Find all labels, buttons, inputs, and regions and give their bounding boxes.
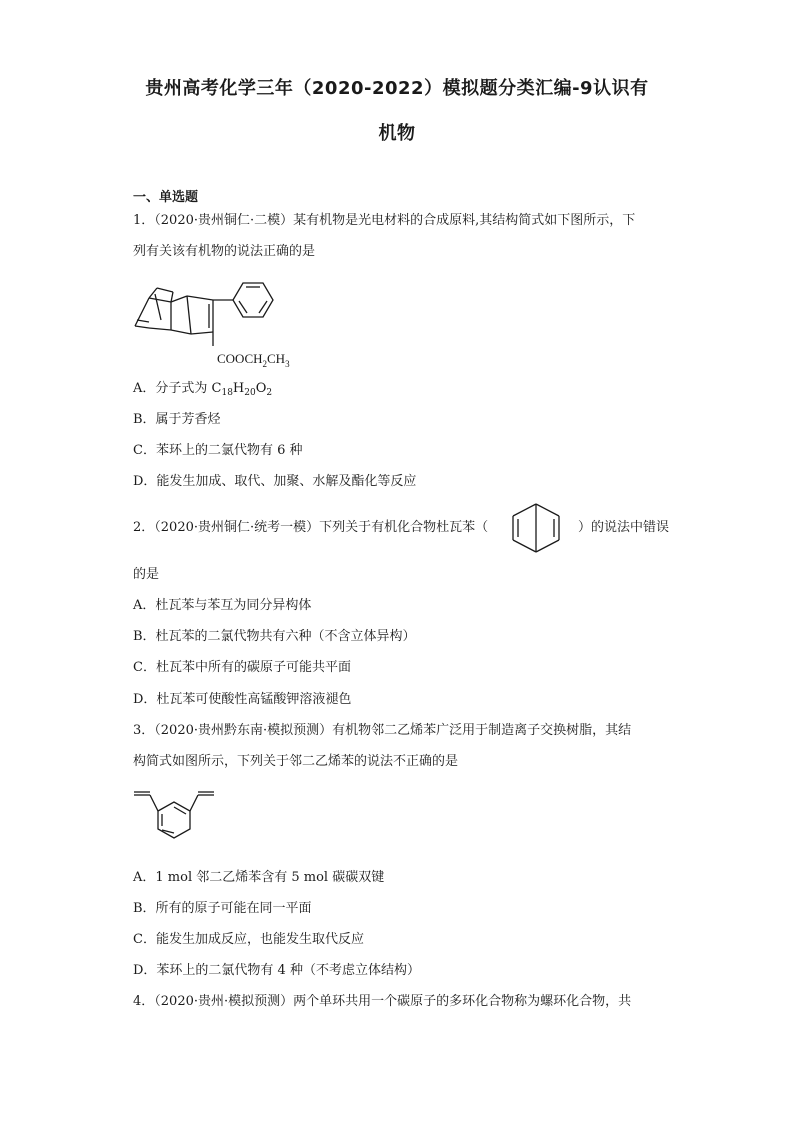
q3-option-d: D．苯环上的二氯代物有 4 种（不考虑立体结构）: [133, 963, 420, 978]
q1-stem-line-1: 1．（2020·贵州铜仁·二模）某有机物是光电材料的合成原料,其结构简式如下图所示，下: [133, 213, 636, 228]
q1-struct-label-sub2: 3: [285, 359, 290, 369]
section-heading: 一、单选题: [133, 190, 199, 205]
document-title: [110, 66, 684, 156]
q1-struct-label-main: COOCH: [217, 351, 263, 366]
svg-text:COOCH2CH3: [217, 351, 290, 369]
q1-option-d: D．能发生加成、取代、加聚、水解及酯化等反应: [133, 474, 417, 489]
title-line-1: 贵州高考化学三年（2020-2022）模拟题分类汇编-9认识有: [145, 78, 649, 99]
q2-stem-line-1b: ）的说法中错误: [578, 520, 670, 535]
q2-option-b: B．杜瓦苯的二氯代物共有六种（不含立体异构）: [133, 629, 416, 644]
q2-dewar-benzene-diagram: [503, 500, 569, 556]
q2-option-d: D．杜瓦苯可使酸性高锰酸钾溶液褪色: [133, 692, 352, 707]
q3-option-c: C．能发生加成反应，也能发生取代反应: [133, 932, 364, 947]
q1-structure-diagram: [125, 270, 325, 380]
q1-option-b: B．属于芳香烃: [133, 412, 221, 427]
q1-stem-line-2: 列有关该有机物的说法正确的是: [133, 244, 316, 259]
q2-option-a: A．杜瓦苯与苯互为同分异构体: [133, 598, 312, 613]
q2-stem-line-1a: 2．（2020·贵州铜仁·统考一模）下列关于有机化合物杜瓦苯（: [133, 520, 489, 535]
q2-stem-line-2: 的是: [133, 567, 160, 582]
q3-option-b: B．所有的原子可能在同一平面: [133, 901, 312, 916]
title-line-2: 机物: [378, 123, 416, 144]
q3-divinylbenzene-diagram: [130, 785, 220, 855]
q1-struct-label-main2: CH: [267, 351, 286, 366]
q1-option-a: A．分子式为 $C_{18}H_{20}O_2$: [133, 381, 273, 398]
q2-option-c: C．杜瓦苯中所有的碳原子可能共平面: [133, 660, 351, 675]
q1-option-c: C．苯环上的二氯代物有 6 种: [133, 443, 303, 458]
q3-stem-line-2: 构简式如图所示，下列关于邻二乙烯苯的说法不正确的是: [133, 754, 459, 769]
q4-stem-line-1: 4．（2020·贵州·模拟预测）两个单环共用一个碳原子的多环化合物称为螺环化合物，共: [133, 994, 632, 1009]
q1-struct-label-sub: 2: [262, 359, 268, 369]
q3-stem-line-1: 3．（2020·贵州黔东南·模拟预测）有机物邻二乙烯苯广泛用于制造离子交换树脂，其结: [133, 723, 632, 738]
q3-option-a: A．1 mol 邻二乙烯苯含有 5 mol 碳碳双键: [133, 870, 385, 885]
